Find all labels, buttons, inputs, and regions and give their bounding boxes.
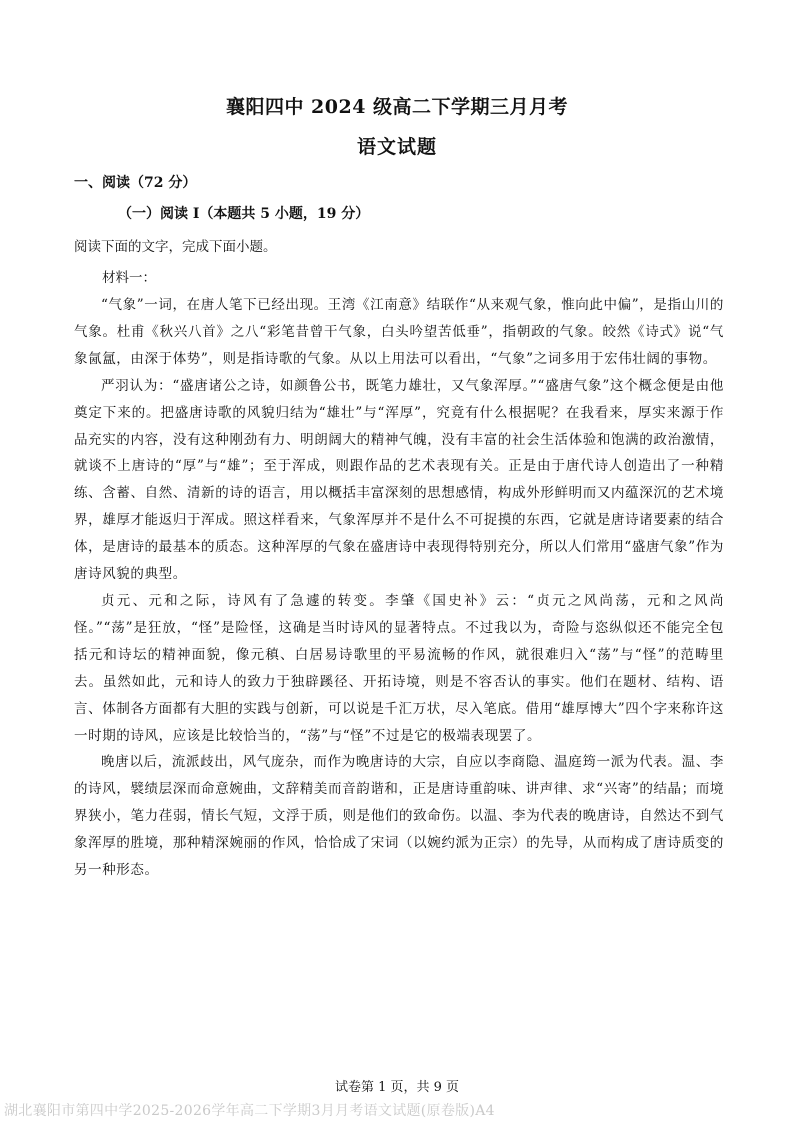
subsection-heading: （一）阅读 I（本题共 5 小题，19 分）: [118, 206, 370, 222]
passage-paragraph: 贞元、元和之际，诗风有了急遽的转变。李肇《国史补》云：“贞元之风尚荡，元和之风尚怪。”“荡”是狂放，“怪”是险怪，这确是当时诗风的显著特点。不过我以为，奇险与恣纵似还不能完全包括元和诗坛的精神面貌，像元稹、白居易诗歌里的平易流畅的作风，就很难归入“荡”与“怪”的范畴里去。虽然如此，元和诗人的致力于独辟蹊径、开拓诗境，则是不容否认的事实。他们在题材、结构、语言、体制各方面都有大胆的实践与创新，可以说是千汇万状，尽入笔底。借用“雄厚博大”四个字来称许这一时期的诗风，应该是比较恰当的，“荡”与“怪”不过是它的极端表现罢了。: [74, 592, 724, 744]
reading-instruction: 阅读下面的文字，完成下面小题。: [74, 239, 277, 255]
passage-paragraph: 晚唐以后，流派歧出，风气庞杂，而作为晚唐诗的大宗，自应以李商隐、温庭筠一派为代表。温、李的诗风，襞绩层深而命意婉曲，文辞精美而音韵谐和，正是唐诗重韵味、讲声律、求“兴寄”的结晶；而境界狭小，笔力荏弱，情长气短，文浮于质，则是他们的致命伤。以温、李为代表的晚唐诗，自然达不到气象浑厚的胜境，那种精深婉丽的作风，恰恰成了宋词（以婉约派为正宗）的先导，从而构成了唐诗质变的另一种形态。: [74, 754, 724, 879]
passage-body: [74, 292, 724, 884]
section-heading: 一、阅读（72 分）: [74, 175, 197, 191]
exam-subtitle: 语文试题: [356, 136, 437, 158]
passage-paragraph: 严羽认为：“盛唐诸公之诗，如颜鲁公书，既笔力雄壮，又气象浑厚。”“盛唐气象”这个概念便是由他奠定下来的。把盛唐诗歌的风貌归结为“雄壮”与“浑厚”，究竟有什么根据呢？在我看来，厚实来源于作品充实的内容，没有这种刚劲有力、明朗阔大的精神气魄，没有丰富的社会生活体验和饱满的政治激情，就谈不上唐诗的“厚”与“雄”；至于浑成，则跟作品的艺术表现有关。正是由于唐代诗人创造出了一种精练、含蓄、自然、清新的诗的语言，用以概括丰富深刻的思想感情，构成外形鲜明而又内蕴深沉的艺术境界，雄厚才能返归于浑成。照这样看来，气象浑厚并不是什么不可捉摸的东西，它就是唐诗诸要素的结合体，是唐诗的最基本的质态。这种浑厚的气象在盛唐诗中表现得特别充分，所以人们常用“盛唐气象”作为唐诗风貌的典型。: [74, 377, 724, 583]
material-label: 材料一：: [102, 270, 156, 286]
page-number: 试卷第 1 页，共 9 页: [334, 1080, 460, 1095]
document-watermark: 湖北襄阳市第四中学2025-2026学年高二下学期3月月考语文试题(原卷版)A4: [4, 1103, 495, 1119]
passage-paragraph: “气象”一词，在唐人笔下已经出现。王湾《江南意》结联作“从来观气象，惟向此中偏”，是指山川的气象。杜甫《秋兴八首》之八“彩笔昔曾干气象，白头吟望苦低垂”，指朝政的气象。皎然《诗式》说“气象氤氲，由深于体势”，则是指诗歌的气象。从以上用法可以看出，“气象”之词多用于宏伟壮阔的事物。: [74, 297, 724, 367]
exam-title: 襄阳四中 2024 级高二下学期三月月考: [225, 96, 569, 118]
